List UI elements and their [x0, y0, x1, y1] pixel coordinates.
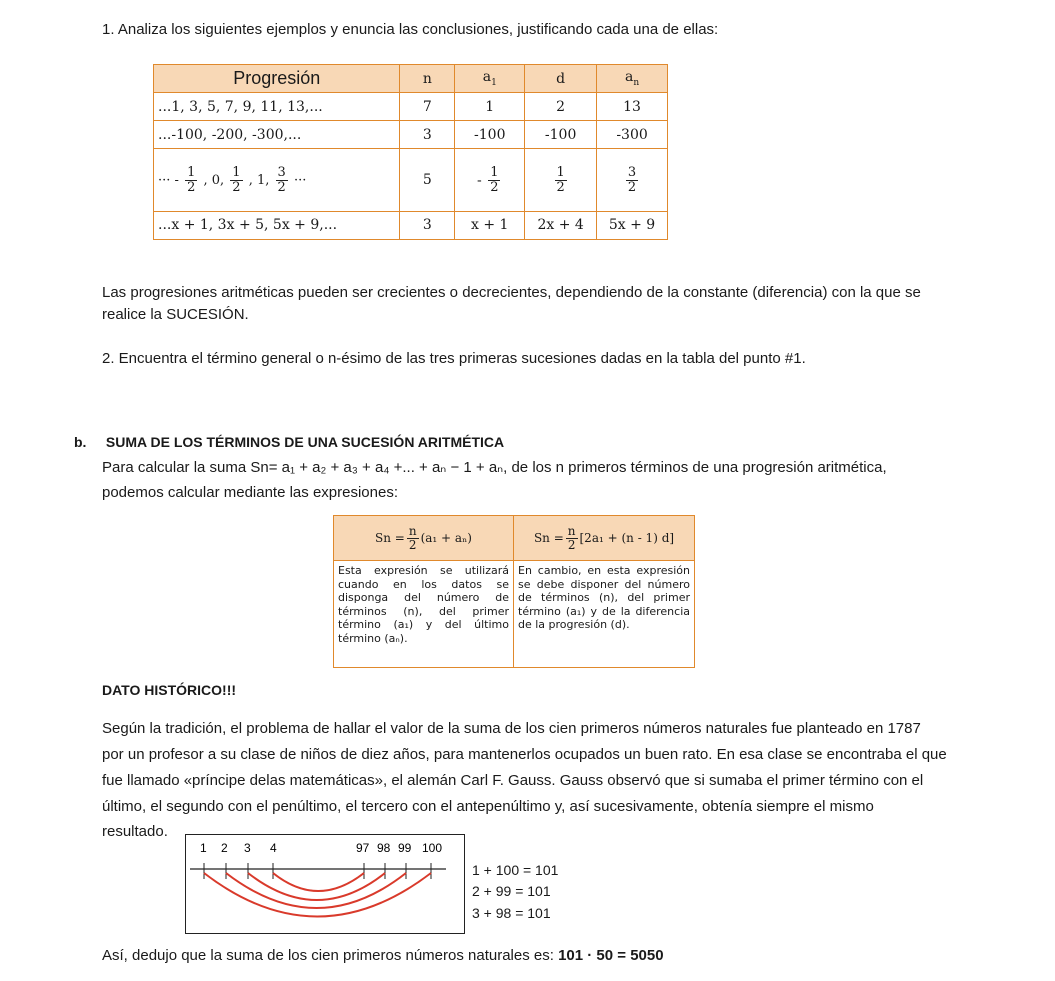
frac-den: 2 — [627, 179, 637, 195]
frac-num: 1 — [232, 164, 241, 180]
cell-n: 3 — [400, 121, 455, 149]
cell-a1: 1 — [455, 93, 525, 121]
header-a1 — [455, 65, 525, 93]
a1-fraction — [488, 166, 500, 195]
header-an — [597, 65, 668, 93]
question-2: 2. Encuentra el término general o n-ésimo de las tres primeras sucesiones dadas en la tabla del punto #1. — [102, 350, 806, 367]
number-label: 1 — [200, 841, 207, 855]
formula-fraction — [407, 525, 419, 552]
frac-num: 1 — [187, 164, 196, 180]
pair-arc — [273, 873, 364, 891]
formula-column-2 — [514, 515, 695, 668]
seq-suffix: ··· — [293, 172, 307, 188]
header-an-sub: n — [633, 77, 640, 88]
frac-num: n — [408, 523, 417, 538]
cell-an: -300 — [597, 121, 668, 149]
header-d: d — [525, 65, 597, 93]
number-label: 99 — [398, 841, 412, 855]
header-n: n — [400, 65, 455, 93]
cell-an: 13 — [597, 93, 668, 121]
conclusion — [102, 946, 664, 966]
frac-den: 2 — [408, 537, 417, 552]
formula-2 — [514, 515, 695, 561]
frac-den: 2 — [277, 179, 286, 195]
dato-line: fue llamado «príncipe delas matemáticas», el alemán Carl F. Gauss. Gauss observó que si sumaba el primer término con el — [102, 772, 924, 789]
cell-d: 2 — [525, 93, 597, 121]
dato-line: por un profesor a su clase de niños de diez años, para mantenerlos ocupados un buen rato. En esa clase se encontraba el que — [102, 746, 947, 763]
cell-n: 5 — [400, 149, 455, 211]
gauss-equation: 1 + 100 = 101 — [472, 862, 559, 878]
cell-seq: ...-100, -200, -300,... — [154, 121, 400, 149]
gauss-equation: 3 + 98 = 101 — [472, 905, 551, 921]
question-1: 1. Analiza los siguientes ejemplos y enuncia las conclusiones, justificando cada una de ellas: — [102, 21, 719, 38]
frac-num: 1 — [490, 164, 499, 180]
sum-line: Para calcular la suma Sn= a₁ + a₂ + a₃ + a₄ +... + aₙ − 1 + aₙ, de los n primeros términos de una progresión aritmética, — [102, 459, 887, 476]
sum-line: podemos calcular mediante las expresiones: — [102, 484, 398, 501]
number-label: 3 — [244, 841, 251, 855]
frac-den: 2 — [490, 179, 499, 195]
table-row — [154, 121, 668, 149]
section-b-title: b. SUMA DE LOS TÉRMINOS DE UNA SUCESIÓN ARITMÉTICA — [74, 434, 505, 450]
cell-n: 3 — [400, 211, 455, 239]
number-label: 98 — [377, 841, 391, 855]
cell-seq: ...x + 1, 3x + 5, 5x + 9,... — [154, 211, 400, 239]
seq-mid: , 0, — [203, 172, 225, 188]
number-label: 4 — [270, 841, 277, 855]
formula-right: (a₁ + aₙ) — [420, 531, 472, 545]
header-progresion: Progresión — [154, 65, 400, 93]
formula-column-1 — [333, 515, 514, 668]
header-a1-base: a — [482, 69, 492, 86]
cell-an: 5x + 9 — [597, 211, 668, 239]
cell-d: -100 — [525, 121, 597, 149]
number-label: 2 — [221, 841, 228, 855]
seq-fraction — [185, 166, 197, 195]
formula-fraction — [566, 525, 578, 552]
number-label: 100 — [422, 841, 443, 855]
seq-prefix: ··· - — [158, 172, 179, 188]
frac-den: 2 — [567, 537, 576, 552]
header-an-base: a — [624, 69, 634, 86]
formula-left: Sn = — [533, 531, 564, 545]
table-row — [154, 211, 668, 239]
cell-a1: x + 1 — [455, 211, 525, 239]
cell-an — [597, 149, 668, 211]
frac-num: 3 — [627, 164, 637, 180]
a1-sign: - — [477, 172, 482, 189]
formula-1 — [333, 515, 514, 561]
table-row — [154, 149, 668, 211]
paragraph-line: realice la SUCESIÓN. — [102, 306, 249, 323]
cell-n: 7 — [400, 93, 455, 121]
frac-num: n — [567, 523, 576, 538]
seq-fraction — [276, 166, 288, 195]
seq-fraction — [230, 166, 242, 195]
formula-1-description: Esta expresión se utilizará cuando en los datos se disponga del número de términos (n), del primer término (a₁) y del último término (aₙ). — [333, 561, 514, 668]
sum-formulas-box — [333, 515, 695, 668]
conclusion-text: Así, dedujo que la suma de los cien primeros números naturales es: — [102, 947, 559, 964]
number-label: 97 — [356, 841, 370, 855]
paragraph-line: Las progresiones aritméticas pueden ser crecientes o decrecientes, dependiendo de la constante (diferencia) con la que se — [102, 284, 921, 301]
gauss-equation: 2 + 99 = 101 — [472, 883, 551, 899]
cell-a1: -100 — [455, 121, 525, 149]
gauss-diagram — [185, 834, 465, 934]
table-header-row — [154, 65, 668, 93]
formula-right: [2a₁ + (n - 1) d] — [579, 531, 675, 545]
frac-num: 3 — [277, 164, 286, 180]
dato-historico-title: DATO HISTÓRICO!!! — [102, 682, 237, 698]
gauss-diagram-svg — [186, 835, 463, 932]
frac-den: 2 — [187, 179, 196, 195]
table-row — [154, 93, 668, 121]
cell-d — [525, 149, 597, 211]
seq-mid: , 1, — [248, 172, 270, 188]
frac-num: 1 — [556, 164, 565, 180]
frac-den: 2 — [232, 179, 241, 195]
an-fraction — [626, 166, 638, 195]
cell-d: 2x + 4 — [525, 211, 597, 239]
formula-2-description: En cambio, en esta expresión se debe disponer del número de términos (n), del primer término (a₁) y de la diferencia de la progresión (d). — [514, 561, 695, 668]
progression-table — [153, 64, 668, 240]
cell-seq — [154, 149, 400, 211]
formula-left: Sn = — [375, 531, 405, 545]
header-a1-sub: 1 — [491, 77, 497, 88]
d-fraction — [555, 166, 567, 195]
dato-line: resultado. — [102, 823, 168, 840]
conclusion-result: 101 · 50 = 5050 — [558, 947, 664, 964]
dato-line: último, el segundo con el penúltimo, el tercero con el antepenúltimo y, así sucesivamente, obtenía siempre el mismo — [102, 798, 874, 815]
cell-a1 — [455, 149, 525, 211]
frac-den: 2 — [556, 179, 565, 195]
dato-line: Según la tradición, el problema de hallar el valor de la suma de los cien primeros números naturales fue planteado en 1787 — [102, 720, 921, 737]
cell-seq: ...1, 3, 5, 7, 9, 11, 13,... — [154, 93, 400, 121]
